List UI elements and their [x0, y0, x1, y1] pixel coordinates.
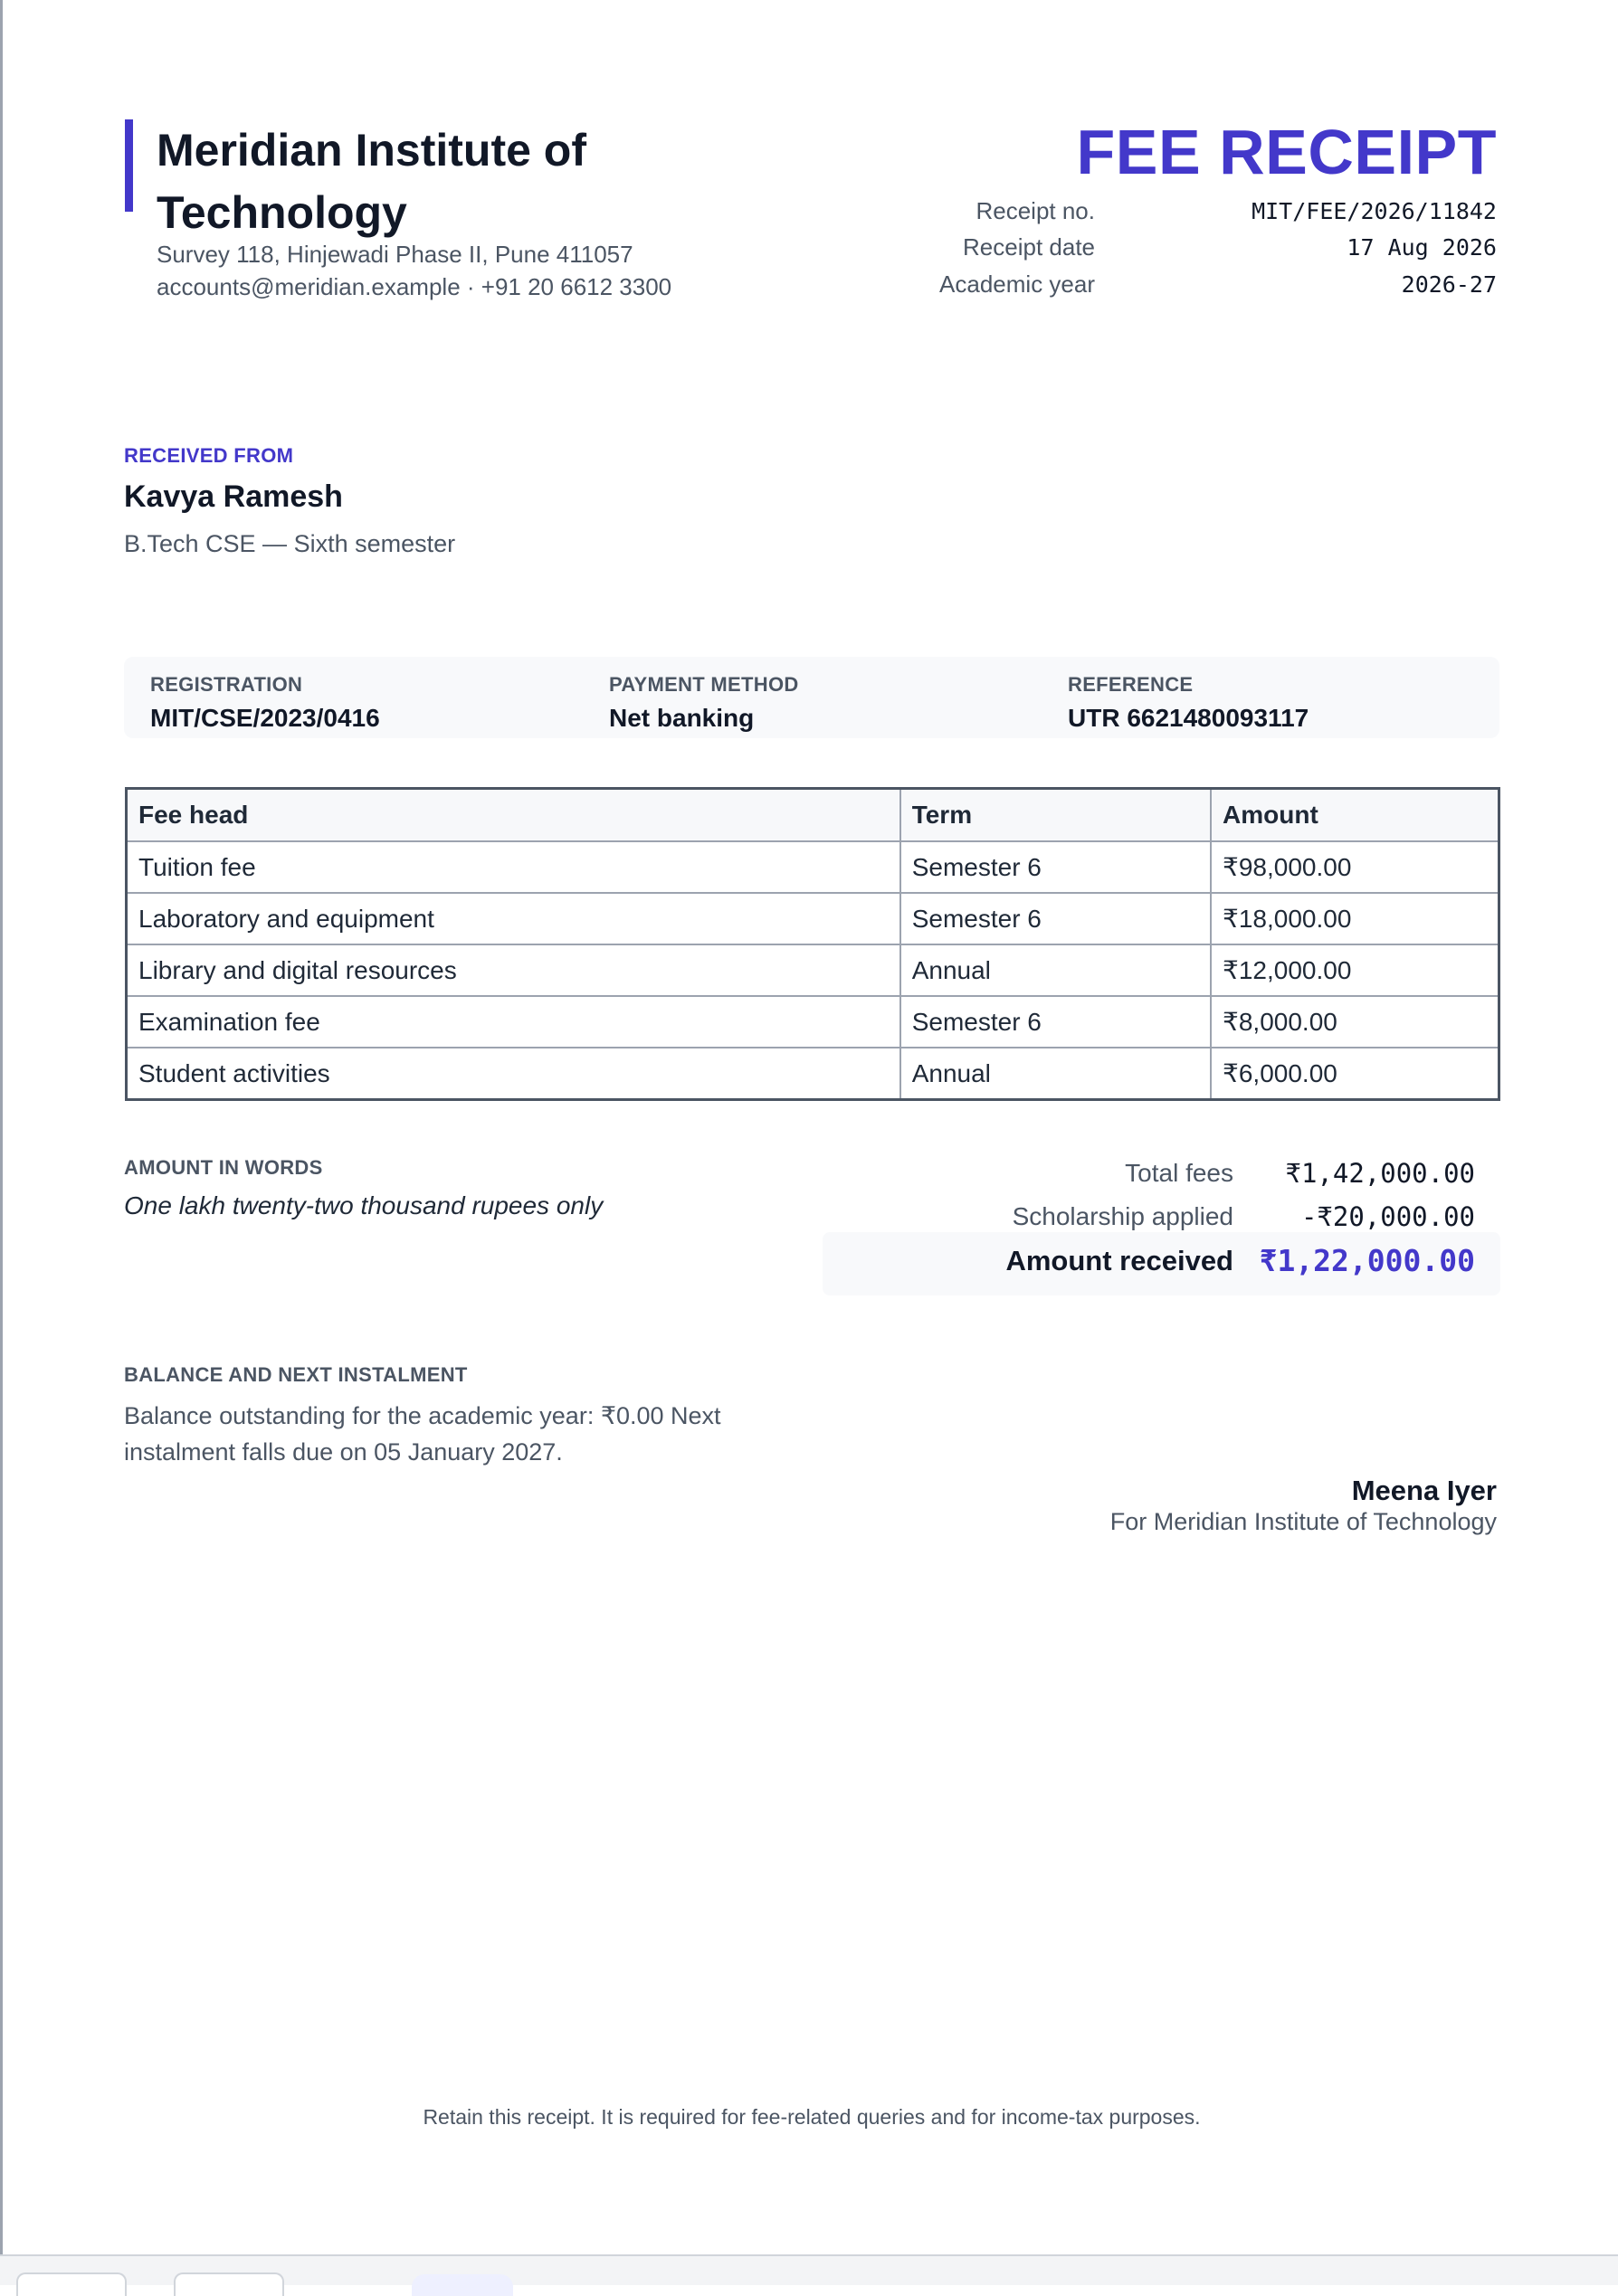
- column-header-term: Term: [900, 789, 1211, 842]
- viewer-bottom-strip: [0, 2254, 1618, 2285]
- payment-method-label: PAYMENT METHOD: [609, 673, 799, 696]
- total-fees-value: ₹1,42,000.00: [1285, 1158, 1475, 1189]
- balance-label: BALANCE AND NEXT INSTALMENT: [124, 1363, 468, 1386]
- institute-name: Meridian Institute of Technology: [157, 125, 586, 238]
- registration-label: REGISTRATION: [150, 673, 303, 696]
- term-cell: Annual: [900, 1048, 1211, 1100]
- signatory-org: For Meridian Institute of Technology: [1109, 1508, 1497, 1535]
- amount-cell: ₹12,000.00: [1211, 944, 1499, 996]
- registration-field: [150, 673, 380, 733]
- institute-contact: accounts@meridian.example · +91 20 6612 3300: [157, 273, 672, 300]
- amount-in-words-label: AMOUNT IN WORDS: [124, 1156, 323, 1179]
- amount-cell: ₹6,000.00: [1211, 1048, 1499, 1100]
- fee-head-cell: Examination fee: [127, 996, 900, 1048]
- signatory-name: Meena Iyer: [1351, 1475, 1497, 1506]
- payer-name: Kavya Ramesh: [124, 479, 343, 514]
- reference-value: UTR 6621480093117: [1068, 704, 1309, 732]
- viewer-active-pill[interactable]: [412, 2274, 513, 2296]
- term-cell: Annual: [900, 944, 1211, 996]
- fee-table-header-row: [127, 789, 1499, 842]
- payer-program: B.Tech CSE — Sixth semester: [124, 530, 456, 557]
- fee-head-cell: Student activities: [127, 1048, 900, 1100]
- table-row: [127, 944, 1499, 996]
- receipt-date-label: Receipt date: [963, 233, 1095, 261]
- total-fees-label: Total fees: [1125, 1159, 1233, 1187]
- received-from-label: RECEIVED FROM: [124, 444, 294, 467]
- document-title: FEE RECEIPT: [1076, 117, 1497, 187]
- reference-label: REFERENCE: [1068, 673, 1194, 696]
- fee-head-cell: Laboratory and equipment: [127, 893, 900, 944]
- table-row: [127, 893, 1499, 944]
- amount-received-value: ₹1,22,000.00: [1259, 1243, 1475, 1278]
- term-cell: Semester 6: [900, 893, 1211, 944]
- amount-cell: ₹8,000.00: [1211, 996, 1499, 1048]
- payment-method-value: Net banking: [609, 704, 755, 732]
- footer-note: Retain this receipt. It is required for fee-related queries and for income-tax purposes.: [423, 2105, 1201, 2129]
- fee-head-cell: Library and digital resources: [127, 944, 900, 996]
- institute-address: Survey 118, Hinjewadi Phase II, Pune 411057: [157, 241, 633, 268]
- amount-cell: ₹18,000.00: [1211, 893, 1499, 944]
- receipt-date-value: 17 Aug 2026: [1347, 234, 1497, 261]
- amount-received-label: Amount received: [1005, 1245, 1233, 1276]
- term-cell: Semester 6: [900, 841, 1211, 893]
- viewer-tab[interactable]: [16, 2272, 127, 2296]
- receipt-no-value: MIT/FEE/2026/11842: [1252, 198, 1497, 224]
- amount-cell: ₹98,000.00: [1211, 841, 1499, 893]
- fee-head-cell: Tuition fee: [127, 841, 900, 893]
- scholarship-label: Scholarship applied: [1012, 1202, 1233, 1230]
- reference-field: [1068, 673, 1309, 733]
- balance-text: Balance outstanding for the academic year: ₹0.00 Next instalment falls due on 05 January 2027.: [124, 1402, 721, 1466]
- table-row: [127, 1048, 1499, 1100]
- amount-in-words-value: One lakh twenty-two thousand rupees only: [124, 1191, 604, 1219]
- receipt-no-label: Receipt no.: [976, 197, 1095, 224]
- viewer-tab[interactable]: [174, 2272, 284, 2296]
- scholarship-value: -₹20,000.00: [1300, 1201, 1475, 1232]
- payment-method-field: [609, 673, 799, 733]
- term-cell: Semester 6: [900, 996, 1211, 1048]
- column-header-fee-head: Fee head: [127, 789, 900, 842]
- table-row: [127, 996, 1499, 1048]
- table-row: [127, 841, 1499, 893]
- header-accent-bar: [125, 119, 133, 212]
- academic-year-value: 2026-27: [1401, 271, 1497, 298]
- academic-year-label: Academic year: [939, 270, 1095, 298]
- column-header-amount: Amount: [1211, 789, 1499, 842]
- fee-table: [125, 787, 1500, 1101]
- payment-info-band: [124, 657, 1499, 738]
- registration-value: MIT/CSE/2023/0416: [150, 704, 380, 732]
